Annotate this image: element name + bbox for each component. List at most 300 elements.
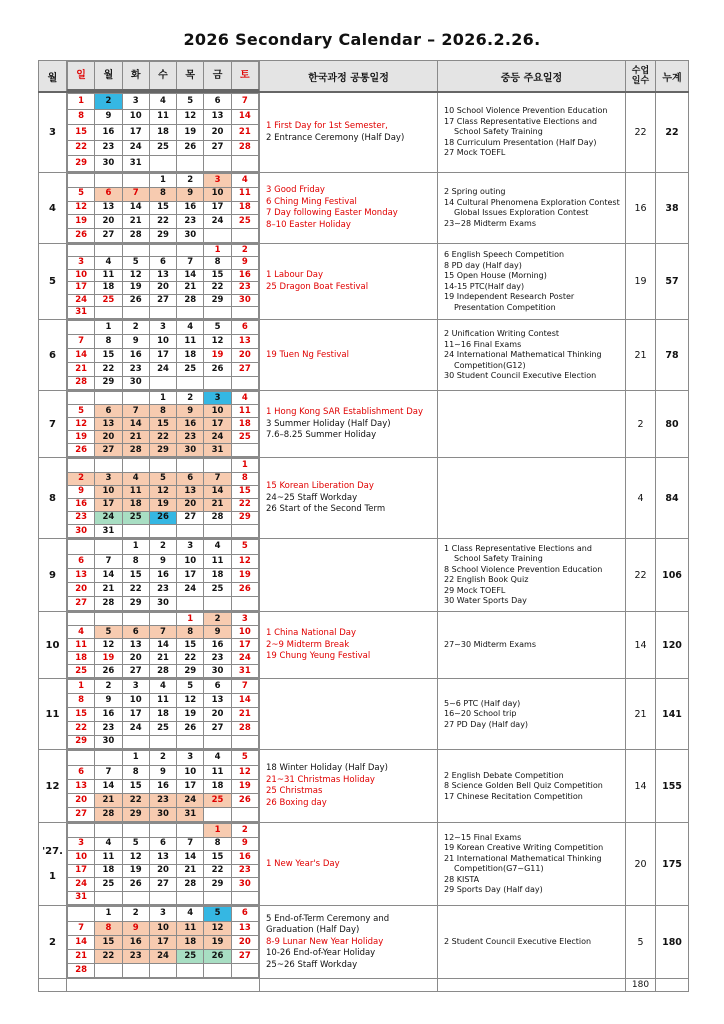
day-cell: 21 — [177, 864, 204, 878]
day-cell: 13 — [177, 485, 204, 498]
week-row — [68, 140, 259, 156]
day-cell: 20 — [177, 498, 204, 511]
day-cell: 5 — [177, 680, 204, 694]
day-cell: 7 — [122, 187, 149, 201]
day-cell: 3 — [177, 751, 204, 765]
day-cell — [68, 459, 95, 472]
day-cell: 4 — [204, 751, 231, 765]
cumulative-days: 57 — [656, 244, 689, 320]
day-cell: 9 — [122, 921, 149, 935]
korean-event: 25 Christmas — [266, 786, 323, 797]
cumulative-days: 180 — [656, 906, 689, 979]
header-korean-schedule: 한국과정 공통일정 — [260, 61, 438, 93]
day-cell — [204, 964, 231, 978]
day-cell: 7 — [177, 257, 204, 269]
day-cell — [122, 245, 149, 257]
day-cell — [122, 392, 149, 405]
secondary-event: 2 Unification Writing Contest — [444, 329, 560, 339]
day-cell: 29 — [231, 512, 258, 525]
week-row — [68, 907, 259, 921]
day-cell: 12 — [177, 109, 204, 125]
day-cell: 13 — [204, 109, 231, 125]
week-row — [68, 878, 259, 892]
secondary-schedule — [438, 612, 626, 679]
month-number: 2 — [49, 936, 56, 948]
day-cell: 30 — [177, 229, 204, 243]
day-cell: 5 — [122, 257, 149, 269]
month-row — [39, 679, 689, 750]
day-cell: 26 — [149, 512, 176, 525]
day-cell: 26 — [204, 950, 231, 964]
day-cell — [231, 808, 258, 822]
secondary-event: 21 International Mathematical Thinking — [444, 853, 602, 863]
day-cell: 6 — [204, 680, 231, 694]
day-cell — [68, 174, 95, 188]
day-cell: 5 — [177, 94, 204, 110]
secondary-event: 8 School Violence Prevention Education — [444, 564, 603, 574]
day-cell: 25 — [149, 721, 176, 735]
day-cell: 24 — [177, 583, 204, 597]
day-cell: 28 — [231, 721, 258, 735]
korean-schedule — [260, 320, 438, 391]
week-row — [68, 808, 259, 822]
day-cell: 9 — [177, 187, 204, 201]
day-cell: 7 — [231, 680, 258, 694]
day-cell: 24 — [149, 362, 176, 376]
day-cell — [122, 613, 149, 626]
week-row — [68, 824, 259, 838]
week-row — [68, 613, 259, 626]
month-number: 12 — [45, 780, 60, 792]
korean-event: 18 Winter Holiday (Half Day) — [266, 763, 388, 774]
day-cell — [122, 459, 149, 472]
day-cell: 19 — [68, 215, 95, 229]
month-number: 1 — [49, 871, 56, 883]
korean-event: 10-26 End-of-Year Holiday — [266, 948, 376, 959]
day-cell: 10 — [95, 485, 122, 498]
day-cell: 25 — [177, 362, 204, 376]
day-cell: 28 — [95, 597, 122, 611]
secondary-schedule — [438, 906, 626, 979]
day-cell: 5 — [149, 472, 176, 485]
day-cell: 10 — [149, 921, 176, 935]
korean-event: 1 Labour Day — [266, 270, 324, 281]
day-cell: 1 — [177, 613, 204, 626]
korean-event: 25 Dragon Boat Festival — [266, 281, 369, 292]
day-cell: 28 — [95, 808, 122, 822]
day-cell: 4 — [149, 94, 176, 110]
day-cell: 25 — [95, 294, 122, 306]
day-cell: 8 — [149, 405, 176, 418]
day-cell: 3 — [122, 680, 149, 694]
korean-event: 2 Entrance Ceremony (Half Day) — [266, 132, 405, 143]
class-days: 22 — [626, 539, 656, 612]
class-days: 14 — [626, 750, 656, 823]
day-cell: 9 — [95, 694, 122, 708]
day-cell: 16 — [95, 125, 122, 141]
day-cell: 8 — [68, 694, 95, 708]
secondary-schedule — [438, 823, 626, 906]
week-row — [68, 201, 259, 215]
month-days — [67, 244, 260, 320]
secondary-event: 14-15 PTC(Half day) — [444, 281, 525, 291]
day-cell: 11 — [231, 405, 258, 418]
korean-schedule — [260, 906, 438, 979]
day-cell — [95, 964, 122, 978]
day-cell — [149, 735, 176, 749]
month-row — [39, 539, 689, 612]
day-cell: 11 — [231, 187, 258, 201]
day-cell: 10 — [204, 187, 231, 201]
secondary-event: 2 Student Council Executive Election — [444, 937, 592, 947]
day-cell: 30 — [95, 156, 122, 172]
day-cell: 16 — [149, 779, 176, 793]
day-cell: 23 — [231, 282, 258, 294]
day-cell: 14 — [68, 349, 95, 363]
korean-event: 1 New Year's Day — [266, 858, 340, 869]
day-cell — [204, 808, 231, 822]
day-cell: 6 — [177, 472, 204, 485]
day-cell: 31 — [231, 665, 258, 678]
day-cell: 28 — [122, 229, 149, 243]
day-cell: 12 — [177, 694, 204, 708]
day-cell: 17 — [68, 864, 95, 878]
day-cell: 16 — [177, 201, 204, 215]
day-cell: 2 — [68, 472, 95, 485]
header-day: 수 — [149, 62, 176, 91]
day-cell: 12 — [122, 851, 149, 865]
day-cell — [95, 459, 122, 472]
day-cell: 17 — [177, 779, 204, 793]
week-row — [68, 187, 259, 201]
day-cell: 4 — [68, 626, 95, 639]
secondary-schedule — [438, 391, 626, 458]
week-row — [68, 950, 259, 964]
day-cell — [177, 156, 204, 172]
korean-event: 8-9 Lunar New Year Holiday — [266, 936, 384, 947]
day-cell: 20 — [68, 794, 95, 808]
korean-event: 26 Start of the Second Term — [266, 504, 386, 515]
total-row-cell — [67, 979, 260, 992]
day-cell: 19 — [204, 935, 231, 949]
month-label — [39, 539, 67, 612]
korean-event: 7 Day following Easter Monday — [266, 208, 398, 218]
day-cell: 27 — [149, 878, 176, 892]
day-cell: 19 — [122, 864, 149, 878]
week-row — [68, 94, 259, 110]
day-cell: 15 — [122, 779, 149, 793]
day-cell: 9 — [95, 109, 122, 125]
day-cell: 13 — [231, 921, 258, 935]
day-cell: 27 — [68, 597, 95, 611]
secondary-event: 11~16 Final Exams — [444, 339, 522, 349]
day-cell: 23 — [204, 652, 231, 665]
day-cell: 4 — [95, 257, 122, 269]
total-class-days: 180 — [626, 979, 656, 992]
day-cell — [177, 735, 204, 749]
day-cell — [95, 824, 122, 838]
day-cell: 4 — [177, 321, 204, 335]
day-cell: 10 — [204, 405, 231, 418]
day-cell: 9 — [231, 257, 258, 269]
cumulative-days: 175 — [656, 823, 689, 906]
day-cell: 30 — [149, 808, 176, 822]
day-cell: 28 — [68, 964, 95, 978]
day-cell: 1 — [122, 751, 149, 765]
day-cell: 15 — [204, 269, 231, 281]
korean-schedule — [260, 244, 438, 320]
week-row — [68, 851, 259, 865]
day-cell: 21 — [95, 583, 122, 597]
day-cell: 8 — [95, 921, 122, 935]
day-cell: 30 — [68, 525, 95, 538]
day-cell: 14 — [95, 568, 122, 582]
day-cell: 6 — [95, 405, 122, 418]
day-cell: 23 — [68, 512, 95, 525]
day-cell: 23 — [177, 215, 204, 229]
week-row — [68, 540, 259, 554]
day-cell: 12 — [68, 418, 95, 431]
day-cell: 4 — [95, 837, 122, 851]
secondary-event: 2 English Debate Competition — [444, 770, 564, 780]
week-row — [68, 349, 259, 363]
secondary-schedule — [438, 750, 626, 823]
month-label — [39, 92, 67, 173]
total-row-cell — [656, 979, 689, 992]
secondary-event: 24 International Mathematical Thinking — [444, 350, 602, 360]
day-cell — [68, 751, 95, 765]
week-row — [68, 891, 259, 905]
day-cell: 14 — [149, 639, 176, 652]
week-row — [68, 294, 259, 306]
day-cell — [204, 525, 231, 538]
week-row — [68, 257, 259, 269]
day-cell: 15 — [149, 201, 176, 215]
day-cell: 5 — [231, 540, 258, 554]
day-cell: 10 — [177, 765, 204, 779]
day-cell: 25 — [122, 512, 149, 525]
week-row — [68, 307, 259, 319]
day-cell: 26 — [68, 229, 95, 243]
week-row — [68, 639, 259, 652]
day-cell: 11 — [95, 269, 122, 281]
secondary-event: 16~20 School trip — [444, 709, 517, 719]
day-cell: 7 — [204, 472, 231, 485]
class-days: 21 — [626, 320, 656, 391]
day-cell: 25 — [149, 140, 176, 156]
day-cell: 2 — [149, 540, 176, 554]
header-class-days — [626, 61, 656, 93]
day-cell — [204, 597, 231, 611]
day-cell: 15 — [122, 568, 149, 582]
day-cell: 25 — [231, 215, 258, 229]
day-cell — [122, 964, 149, 978]
day-cell: 1 — [149, 392, 176, 405]
week-row — [68, 864, 259, 878]
day-cell: 8 — [122, 554, 149, 568]
day-cell: 9 — [122, 335, 149, 349]
week-row — [68, 215, 259, 229]
day-cell: 17 — [68, 282, 95, 294]
week-row — [68, 418, 259, 431]
day-cell: 6 — [122, 626, 149, 639]
day-cell: 8 — [177, 626, 204, 639]
month-row — [39, 244, 689, 320]
secondary-schedule — [438, 458, 626, 539]
day-cell: 2 — [95, 94, 122, 110]
day-cell — [231, 525, 258, 538]
day-cell: 16 — [231, 851, 258, 865]
month-number: 4 — [49, 202, 56, 214]
week-row — [68, 626, 259, 639]
day-cell: 19 — [231, 779, 258, 793]
secondary-event: Global Issues Exploration Contest — [454, 208, 589, 217]
day-cell: 3 — [68, 257, 95, 269]
day-cell: 18 — [177, 349, 204, 363]
day-cell: 18 — [68, 652, 95, 665]
day-cell: 1 — [68, 680, 95, 694]
secondary-event: School Safety Training — [454, 127, 543, 137]
day-cell: 2 — [149, 751, 176, 765]
month-number: 5 — [49, 276, 56, 288]
day-cell: 14 — [68, 935, 95, 949]
month-days — [67, 539, 260, 612]
day-cell: 25 — [68, 665, 95, 678]
day-cell: 24 — [177, 794, 204, 808]
week-row — [68, 708, 259, 722]
day-cell: 3 — [149, 907, 176, 921]
day-cell: 10 — [68, 269, 95, 281]
day-cell: 17 — [231, 639, 258, 652]
day-cell: 22 — [68, 721, 95, 735]
day-cell: 11 — [177, 921, 204, 935]
day-cell: 15 — [68, 125, 95, 141]
day-cell: 11 — [122, 485, 149, 498]
day-cell — [122, 174, 149, 188]
month-row — [39, 823, 689, 906]
class-days: 5 — [626, 906, 656, 979]
day-cell: 20 — [95, 215, 122, 229]
day-cell: 24 — [231, 652, 258, 665]
month-label — [39, 750, 67, 823]
day-cell: 28 — [122, 444, 149, 457]
day-cell: 17 — [177, 568, 204, 582]
day-cell: 26 — [177, 140, 204, 156]
day-cell: 13 — [149, 269, 176, 281]
day-cell — [122, 824, 149, 838]
day-cell: 26 — [231, 583, 258, 597]
day-cell: 22 — [149, 215, 176, 229]
day-cell: 22 — [204, 282, 231, 294]
day-cell — [95, 540, 122, 554]
korean-event: Graduation (Half Day) — [266, 925, 360, 936]
cumulative-days: 120 — [656, 612, 689, 679]
day-cell: 6 — [68, 554, 95, 568]
day-cell: 26 — [177, 721, 204, 735]
day-cell — [231, 444, 258, 457]
day-cell: 10 — [177, 554, 204, 568]
day-cell: 14 — [231, 694, 258, 708]
day-cell: 4 — [231, 392, 258, 405]
month-label — [39, 679, 67, 750]
day-cell: 22 — [149, 431, 176, 444]
secondary-event: School Safety Training — [454, 554, 543, 564]
secondary-event: 30 Water Sports Day — [444, 596, 527, 606]
day-cell: 3 — [204, 392, 231, 405]
day-cell: 16 — [231, 269, 258, 281]
day-cell: 15 — [68, 708, 95, 722]
day-cell: 25 — [177, 950, 204, 964]
korean-schedule — [260, 679, 438, 750]
header-days — [67, 61, 260, 93]
day-cell: 13 — [122, 639, 149, 652]
week-row — [68, 751, 259, 765]
week-row — [68, 964, 259, 978]
korean-event: 3 Good Friday — [266, 185, 325, 195]
day-cell: 11 — [68, 639, 95, 652]
day-cell: 6 — [149, 257, 176, 269]
month-label — [39, 612, 67, 679]
header-cumulative: 누계 — [656, 61, 689, 93]
secondary-event: 10 School Violence Prevention Education — [444, 106, 608, 116]
day-cell: 20 — [122, 652, 149, 665]
day-cell: 27 — [231, 362, 258, 376]
week-row — [68, 321, 259, 335]
day-cell — [95, 751, 122, 765]
day-cell: 6 — [95, 187, 122, 201]
class-days: 16 — [626, 173, 656, 244]
day-cell — [149, 525, 176, 538]
day-cell: 11 — [149, 694, 176, 708]
day-cell: 24 — [122, 140, 149, 156]
day-cell: 13 — [68, 568, 95, 582]
day-cell — [95, 613, 122, 626]
header-day: 토 — [231, 62, 258, 91]
secondary-event: 17 Class Representative Elections and — [444, 116, 597, 126]
day-cell: 27 — [231, 950, 258, 964]
day-cell: 9 — [149, 554, 176, 568]
day-cell: 29 — [149, 444, 176, 457]
secondary-event: 27 Mock TOEFL — [444, 148, 506, 158]
week-row — [68, 335, 259, 349]
day-cell: 5 — [95, 626, 122, 639]
day-cell: 12 — [231, 554, 258, 568]
week-row — [68, 229, 259, 243]
day-cell: 7 — [149, 626, 176, 639]
day-cell — [204, 891, 231, 905]
day-cell — [149, 156, 176, 172]
day-cell: 22 — [122, 794, 149, 808]
day-cell: 8 — [149, 187, 176, 201]
day-cell: 20 — [231, 935, 258, 949]
month-number: 7 — [49, 418, 56, 430]
secondary-event: 29 Sports Day (Half day) — [444, 885, 543, 895]
week-row — [68, 282, 259, 294]
day-cell: 28 — [204, 512, 231, 525]
day-cell: 8 — [231, 472, 258, 485]
header-day: 목 — [177, 62, 204, 91]
day-cell: 12 — [122, 269, 149, 281]
month-days — [67, 823, 260, 906]
day-cell: 20 — [149, 282, 176, 294]
day-cell — [204, 735, 231, 749]
day-cell: 24 — [68, 878, 95, 892]
page-title: 2026 Secondary Calendar – 2026.2.26. — [183, 30, 541, 49]
korean-schedule — [260, 458, 438, 539]
day-cell: 1 — [95, 907, 122, 921]
day-cell: 19 — [177, 125, 204, 141]
secondary-event: 12~15 Final Exams — [444, 832, 522, 842]
